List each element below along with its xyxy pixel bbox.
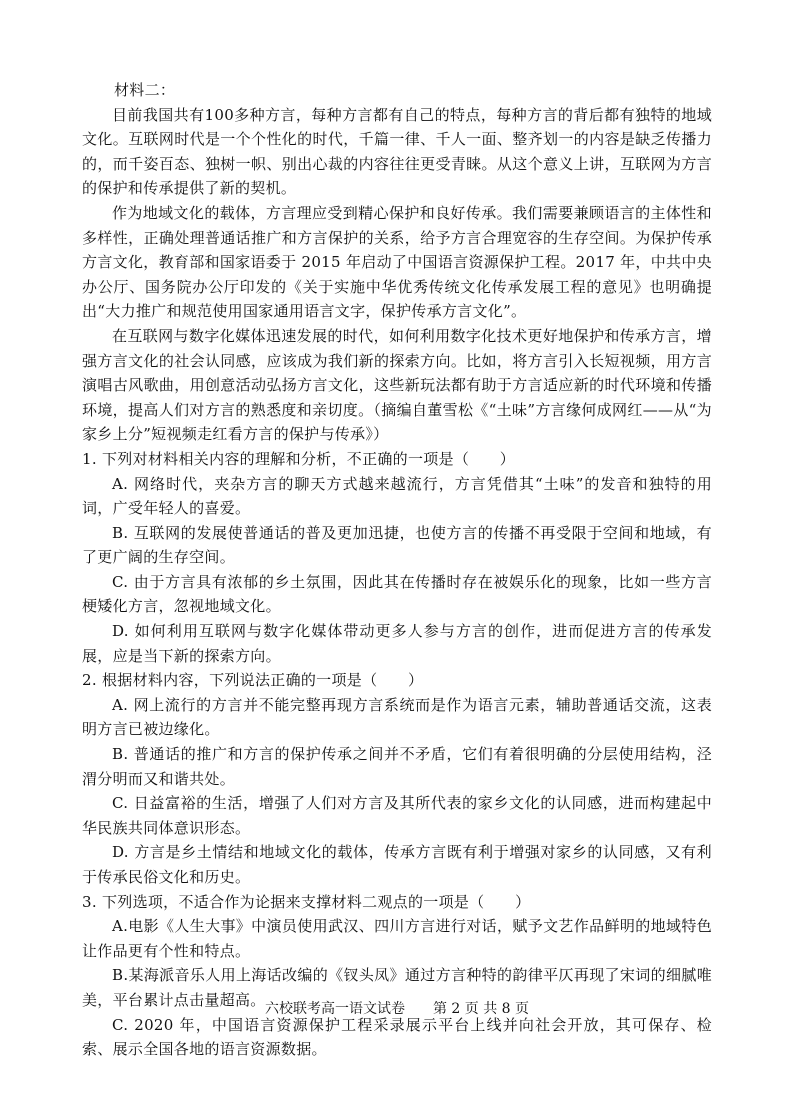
page-footer: 六校联考高一语文试卷 第 2 页 共 8 页	[264, 1001, 530, 1017]
material-title: 材料二：	[114, 81, 176, 99]
answer-option: C. 日益富裕的生活，增强了人们对方言及其所代表的家乡文化的认同感，进而构建起中华民族共同体意识形态。	[82, 794, 712, 837]
answer-option: C. 2020 年，中国语言资源保护工程采录展示平台上线并向社会开放，其可保存、检索、展示全国各地的语言资源数据。	[82, 1015, 712, 1059]
question-2	[82, 668, 712, 889]
question-stem: 2. 根据材料内容，下列说法正确的一项是（ ）	[82, 671, 424, 690]
question-stem: 1. 下列对材料相关内容的理解和分析，不正确的一项是（ ）	[82, 449, 516, 468]
question-3	[82, 890, 712, 1062]
material-paragraph: 在互联网与数字化媒体迅速发展的时代，如何利用数字化技术更好地保护和传承方言，增强方言文化的社会认同感，应该成为我们新的探索方向。比如，将方言引入长短视频，用方言演唱古风歌曲，用创意活动弘扬方言文化，这些新玩法都有助于方言适应新的时代环境和传播环境，提高人们对方言的熟悉度和亲切度。（摘编自董雪松《“土味”方言缘何成网红——从“为家乡上分”短视频走红看方言的保护与传承》）	[82, 326, 712, 444]
exam-content	[82, 78, 712, 1062]
question-1	[82, 447, 712, 668]
question-stem: 3. 下列选项，不适合作为论据来支撑材料二观点的一项是（ ）	[82, 892, 531, 911]
answer-option: B.某海派音乐人用上海话改编的《钗头凤》通过方言种特的韵律平仄再现了宋词的细腻唯美，平台累计点击量超高。	[82, 966, 712, 1009]
material-paragraph: 目前我国共有100多种方言，每种方言都有自己的特点，每种方言的背后都有独特的地域文化。互联网时代是一个个性化的时代，千篇一律、千人一面、整齐划一的内容是缺乏传播力的，而千姿百态、独树一帜、别出心裁的内容往往更受青睐。从这个意义上讲，互联网为方言的保护和传承提供了新的契机。	[82, 105, 712, 198]
answer-option: D. 如何利用互联网与数字化媒体带动更多人参与方言的创作，进而促进方言的传承发展，应是当下新的探索方向。	[82, 622, 712, 665]
answer-option: A.电影《人生大事》中演员使用武汉、四川方言进行对话，赋予文艺作品鲜明的地域特色让作品更有个性和特点。	[82, 917, 712, 960]
answer-option: A. 网络时代，夹杂方言的聊天方式越来越流行，方言凭借其“土味”的发音和独特的用词，广受年轻人的喜爱。	[82, 474, 712, 518]
material-paragraph: 作为地域文化的载体，方言理应受到精心保护和良好传承。我们需要兼顾语言的主体性和多样性，正确处理普通话推广和方言保护的关系，给予方言合理宽容的生存空间。为保护传承方言文化，教育部和国家语委于 2015 年启动了中国语言资源保护工程。2017 年，中共中央办公厅、国务院办公厅印发的《关于实施中华优秀传统文化传承发展工程的意见》也明确提出“大力推广和规范使用国家通用语言文字，保护传承方言文化”。	[82, 203, 712, 321]
answer-option: D. 方言是乡土情结和地域文化的载体，传承方言既有利于增强对家乡的认同感，又有利于传承民俗文化和历史。	[82, 843, 712, 886]
answer-option: B. 普通话的推广和方言的保护传承之间并不矛盾，它们有着很明确的分层使用结构，泾渭分明而又和谐共处。	[82, 745, 712, 788]
answer-option: C. 由于方言具有浓郁的乡土氛围，因此其在传播时存在被娱乐化的现象，比如一些方言梗矮化方言，忽视地域文化。	[82, 572, 712, 616]
answer-option: B. 互联网的发展使普通话的普及更加迅捷，也使方言的传播不再受限于空间和地域，有了更广阔的生存空间。	[82, 523, 712, 567]
answer-option: A. 网上流行的方言并不能完整再现方言系统而是作为语言元素，辅助普通话交流，这表明方言已被边缘化。	[82, 695, 712, 739]
